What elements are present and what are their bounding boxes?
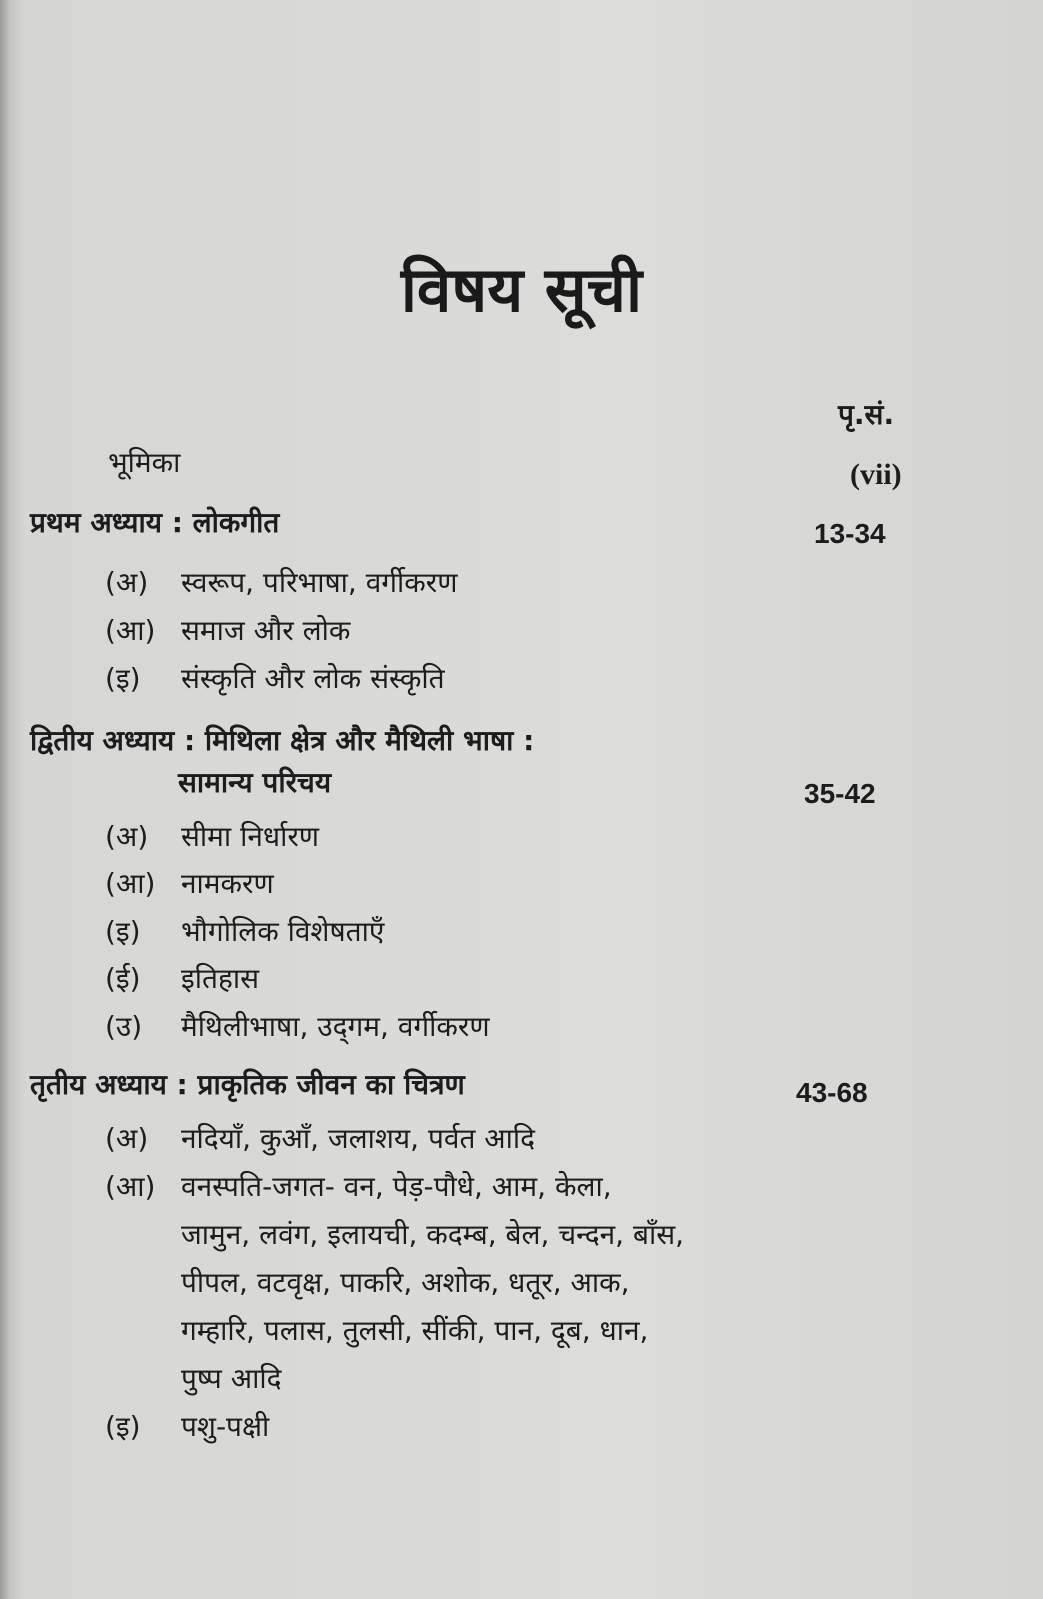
item-text: मैथिलीभाषा, उद्‌गम, वर्गीकरण: [181, 1010, 490, 1043]
list-item: [105, 662, 445, 696]
item-text: समाज और लोक: [181, 614, 351, 647]
item-text-line: पीपल, वटवृक्ष, पाकरि, अशोक, धतूर, आक,: [181, 1266, 630, 1299]
intro-label: भूमिका: [108, 446, 181, 479]
list-item: [105, 614, 350, 648]
item-text: स्वरूप, परिभाषा, वर्गीकरण: [181, 566, 458, 599]
item-marker: (इ): [105, 915, 141, 948]
list-item: [105, 867, 274, 901]
item-marker: (अ): [105, 566, 149, 599]
item-marker: (इ): [105, 1410, 141, 1443]
intro-page: (vii): [850, 458, 902, 491]
item-text: सीमा निर्धारण: [181, 820, 320, 853]
item-marker: (आ): [105, 614, 156, 647]
item-text-line: पुष्प आदि: [181, 1362, 282, 1395]
chapter1-pages: 13-34: [814, 518, 886, 549]
list-item: [105, 1410, 269, 1444]
chapter3-heading: तृतीय अध्याय : प्राकृतिक जीवन का चित्रण: [30, 1068, 465, 1101]
list-item: [105, 1010, 490, 1044]
item-text-line: वनस्पति-जगत- वन, पेड़-पौधे, आम, केला,: [181, 1170, 612, 1203]
page-title: विषय सूची: [400, 253, 643, 326]
item-marker: (ई): [105, 962, 141, 995]
list-item: [105, 915, 384, 949]
item-marker: (अ): [105, 1122, 149, 1155]
item-text: इतिहास: [181, 962, 260, 995]
item-marker: (उ): [105, 1010, 143, 1043]
item-text: नदियाँ, कुआँ, जलाशय, पर्वत आदि: [181, 1122, 536, 1155]
list-item: [105, 566, 458, 600]
item-text: नामकरण: [181, 867, 274, 900]
item-text: भौगोलिक विशेषताएँ: [181, 915, 385, 948]
item-text: संस्कृति और लोक संस्कृति: [181, 662, 445, 695]
list-item: [105, 1122, 535, 1156]
chapter3-pages: 43-68: [796, 1077, 868, 1108]
chapter2-heading-line1: द्वितीय अध्याय : मिथिला क्षेत्र और मैथिली भाषा :: [30, 724, 535, 757]
list-item: [105, 962, 259, 996]
chapter1-heading: प्रथम अध्याय : लोकगीत: [30, 506, 280, 539]
item-text: पशु-पक्षी: [181, 1410, 270, 1443]
list-item: [105, 820, 319, 854]
item-text-line: गम्हारि, पलास, तुलसी, सींकी, पान, दूब, धान,: [181, 1314, 649, 1347]
chapter2-heading-line2: सामान्य परिचय: [178, 766, 332, 799]
page-number-header: पृ.सं.: [838, 398, 895, 431]
list-item: [105, 1170, 612, 1204]
item-marker: (आ): [105, 1170, 156, 1203]
item-text-line: जामुन, लवंग, इलायची, कदम्ब, बेल, चन्दन, बाँस,: [181, 1218, 685, 1251]
chapter2-pages: 35-42: [804, 778, 876, 809]
item-marker: (इ): [105, 662, 141, 695]
item-marker: (आ): [105, 867, 156, 900]
item-marker: (अ): [105, 820, 149, 853]
